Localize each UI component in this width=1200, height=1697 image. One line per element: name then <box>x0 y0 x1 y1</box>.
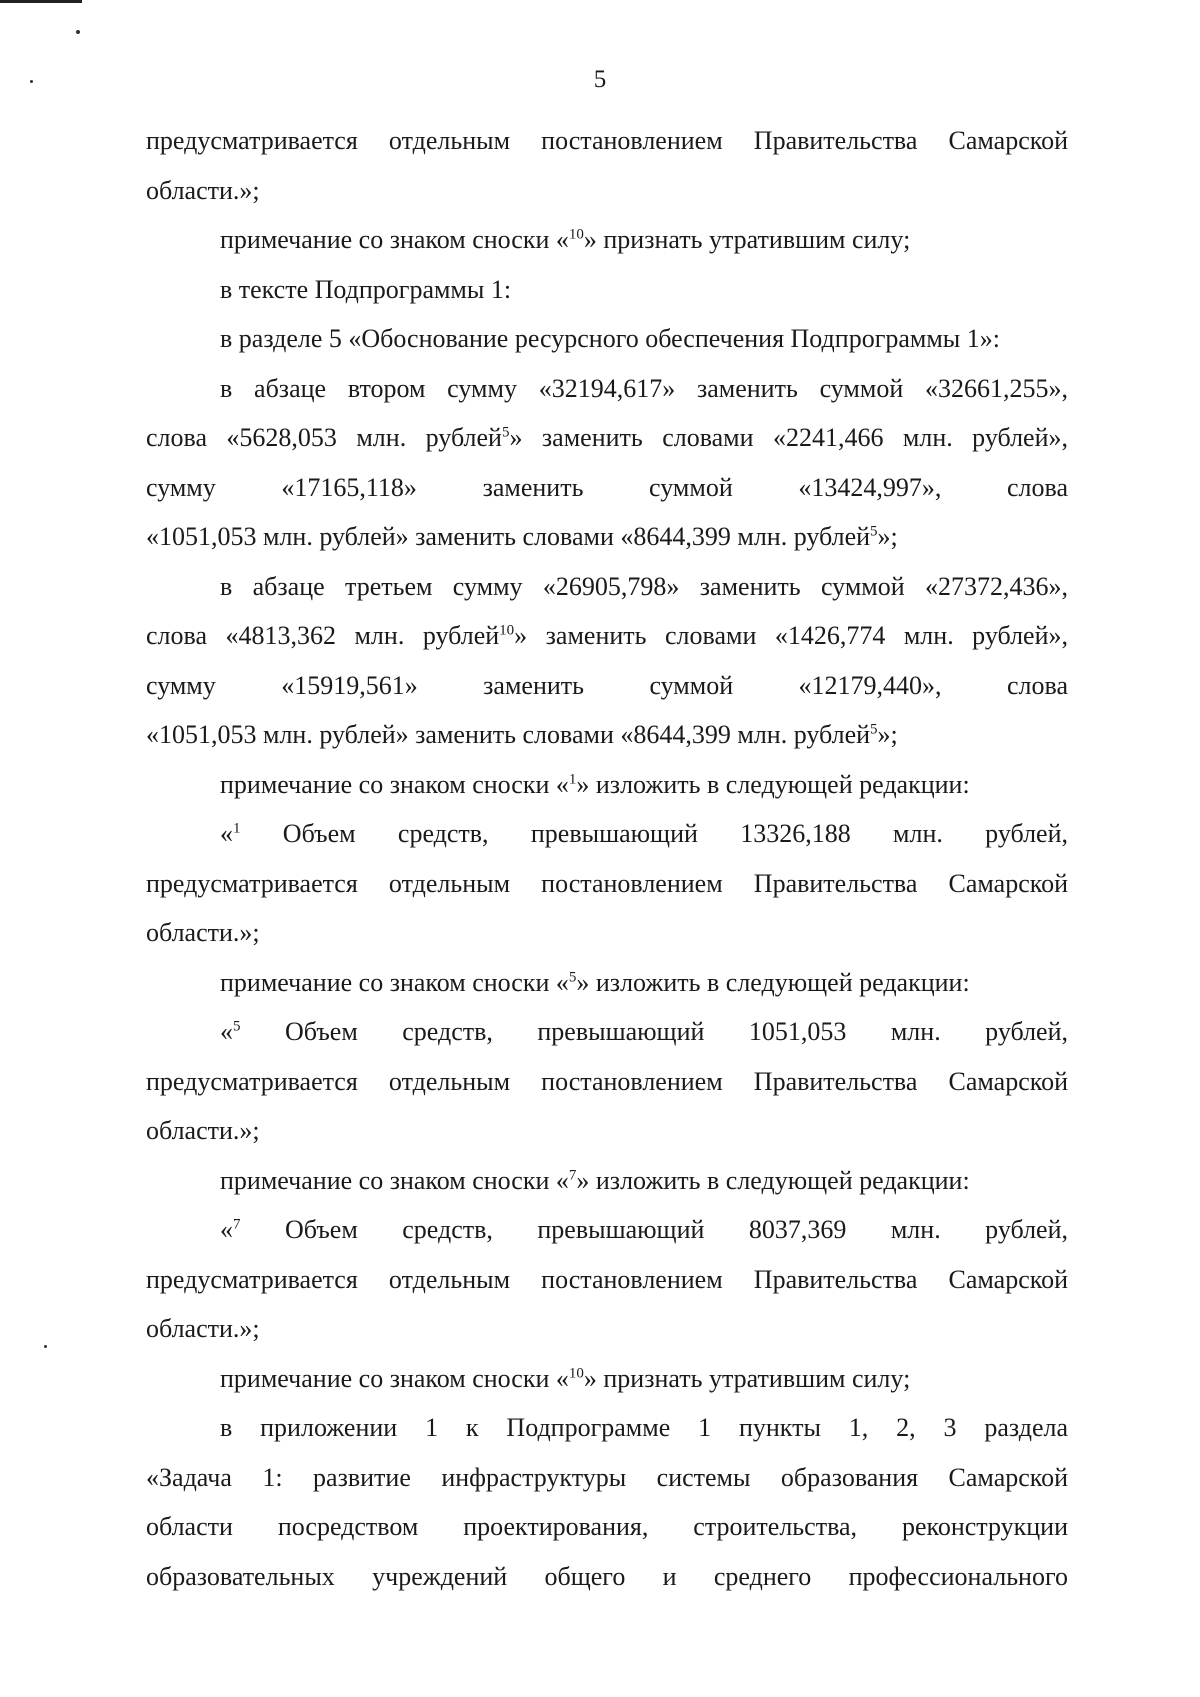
footnote-mark: 7 <box>233 1216 241 1233</box>
text-line: предусматривается отдельным постановлением Правительства Самарской <box>146 1066 1068 1096</box>
text-line: в абзаце втором сумму «32194,617» заменить суммой «32661,255», <box>220 373 1068 403</box>
footnote-mark: 5 <box>501 424 510 441</box>
text-line: «Задача 1: развитие инфраструктуры системы образования Самарской <box>146 1462 1068 1492</box>
text-line: области.»; <box>146 1116 260 1145</box>
text-line: примечание со знаком сноски «$^7$» изложить в следующей редакции: <box>220 1165 970 1195</box>
text-line: «$^5$ Объем средств, превышающий 1051,053 млн. рублей, <box>220 1017 1068 1046</box>
text-line: предусматривается отдельным постановлением Правительства Самарской <box>146 868 1068 898</box>
footnote-mark: 10 <box>568 226 584 243</box>
text-line: предусматривается отдельным постановлением Правительства Самарской <box>146 1264 1068 1294</box>
text-line: предусматривается отдельным постановлением Правительства Самарской <box>146 126 1068 155</box>
text-line: области посредством проектирования, строительства, реконструкции <box>146 1512 1068 1541</box>
document-body <box>146 116 1068 1601</box>
text-line: сумму «15919,561» заменить суммой «12179,440», слова <box>146 670 1068 700</box>
text-line: в приложении 1 к Подпрограмме 1 пункты 1, 2, 3 раздела <box>220 1413 1068 1442</box>
text-line: в абзаце третьем сумму «26905,798» заменить суммой «27372,436», <box>220 571 1068 601</box>
footnote-mark: 1 <box>568 770 577 787</box>
text-line: области.»; <box>146 918 260 947</box>
text-line: «$^7$ Объем средств, превышающий 8037,369 млн. рублей, <box>220 1215 1068 1244</box>
text-line: в разделе 5 «Обоснование ресурсного обеспечения Подпрограммы 1»: <box>220 324 1000 353</box>
footnote-mark: 10 <box>568 1364 584 1381</box>
text-line: «$^1$ Объем средств, превышающий 13326,188 млн. рублей, <box>220 819 1068 848</box>
text-line: области.»; <box>146 1314 260 1343</box>
text-line: «1051,053 млн. рублей» заменить словами «8644,399 млн. рублей$^5$»; <box>146 720 898 749</box>
footnote-mark: 5 <box>870 523 878 540</box>
footnote-mark: 5 <box>568 968 577 985</box>
footnote-mark: 7 <box>568 1166 577 1183</box>
text-line: области.»; <box>146 175 260 205</box>
footnote-mark: 1 <box>233 820 241 837</box>
text-line: примечание со знаком сноски «$^1$» изложить в следующей редакции: <box>220 769 970 799</box>
text-line: в тексте Подпрограммы 1: <box>220 274 512 304</box>
text-line: примечание со знаком сноски «$^5$» изложить в следующей редакции: <box>220 967 970 997</box>
footnote-mark: 10 <box>499 622 515 639</box>
scan-speck <box>44 1345 47 1348</box>
page-number: 5 <box>593 66 607 93</box>
text-line: примечание со знаком сноски «$^{10}$» признать утратившим силу; <box>220 225 911 254</box>
text-line: слова «4813,362 млн. рублей$^{10}$» заменить словами «1426,774 млн. рублей», <box>146 621 1069 650</box>
footnote-mark: 5 <box>233 1018 241 1035</box>
text-line: «1051,053 млн. рублей» заменить словами «8644,399 млн. рублей$^5$»; <box>146 522 898 551</box>
scan-speck <box>76 30 80 34</box>
text-line: сумму «17165,118» заменить суммой «13424,997», слова <box>146 472 1068 502</box>
text-line: слова «5628,053 млн. рублей$^5$» заменить словами «2241,466 млн. рублей», <box>146 423 1069 452</box>
text-line: образовательных учреждений общего и среднего профессионального <box>146 1561 1068 1591</box>
text-line: примечание со знаком сноски «$^{10}$» признать утратившим силу; <box>220 1363 911 1393</box>
footnote-mark: 5 <box>870 721 878 738</box>
scan-edge-mark <box>0 0 82 3</box>
